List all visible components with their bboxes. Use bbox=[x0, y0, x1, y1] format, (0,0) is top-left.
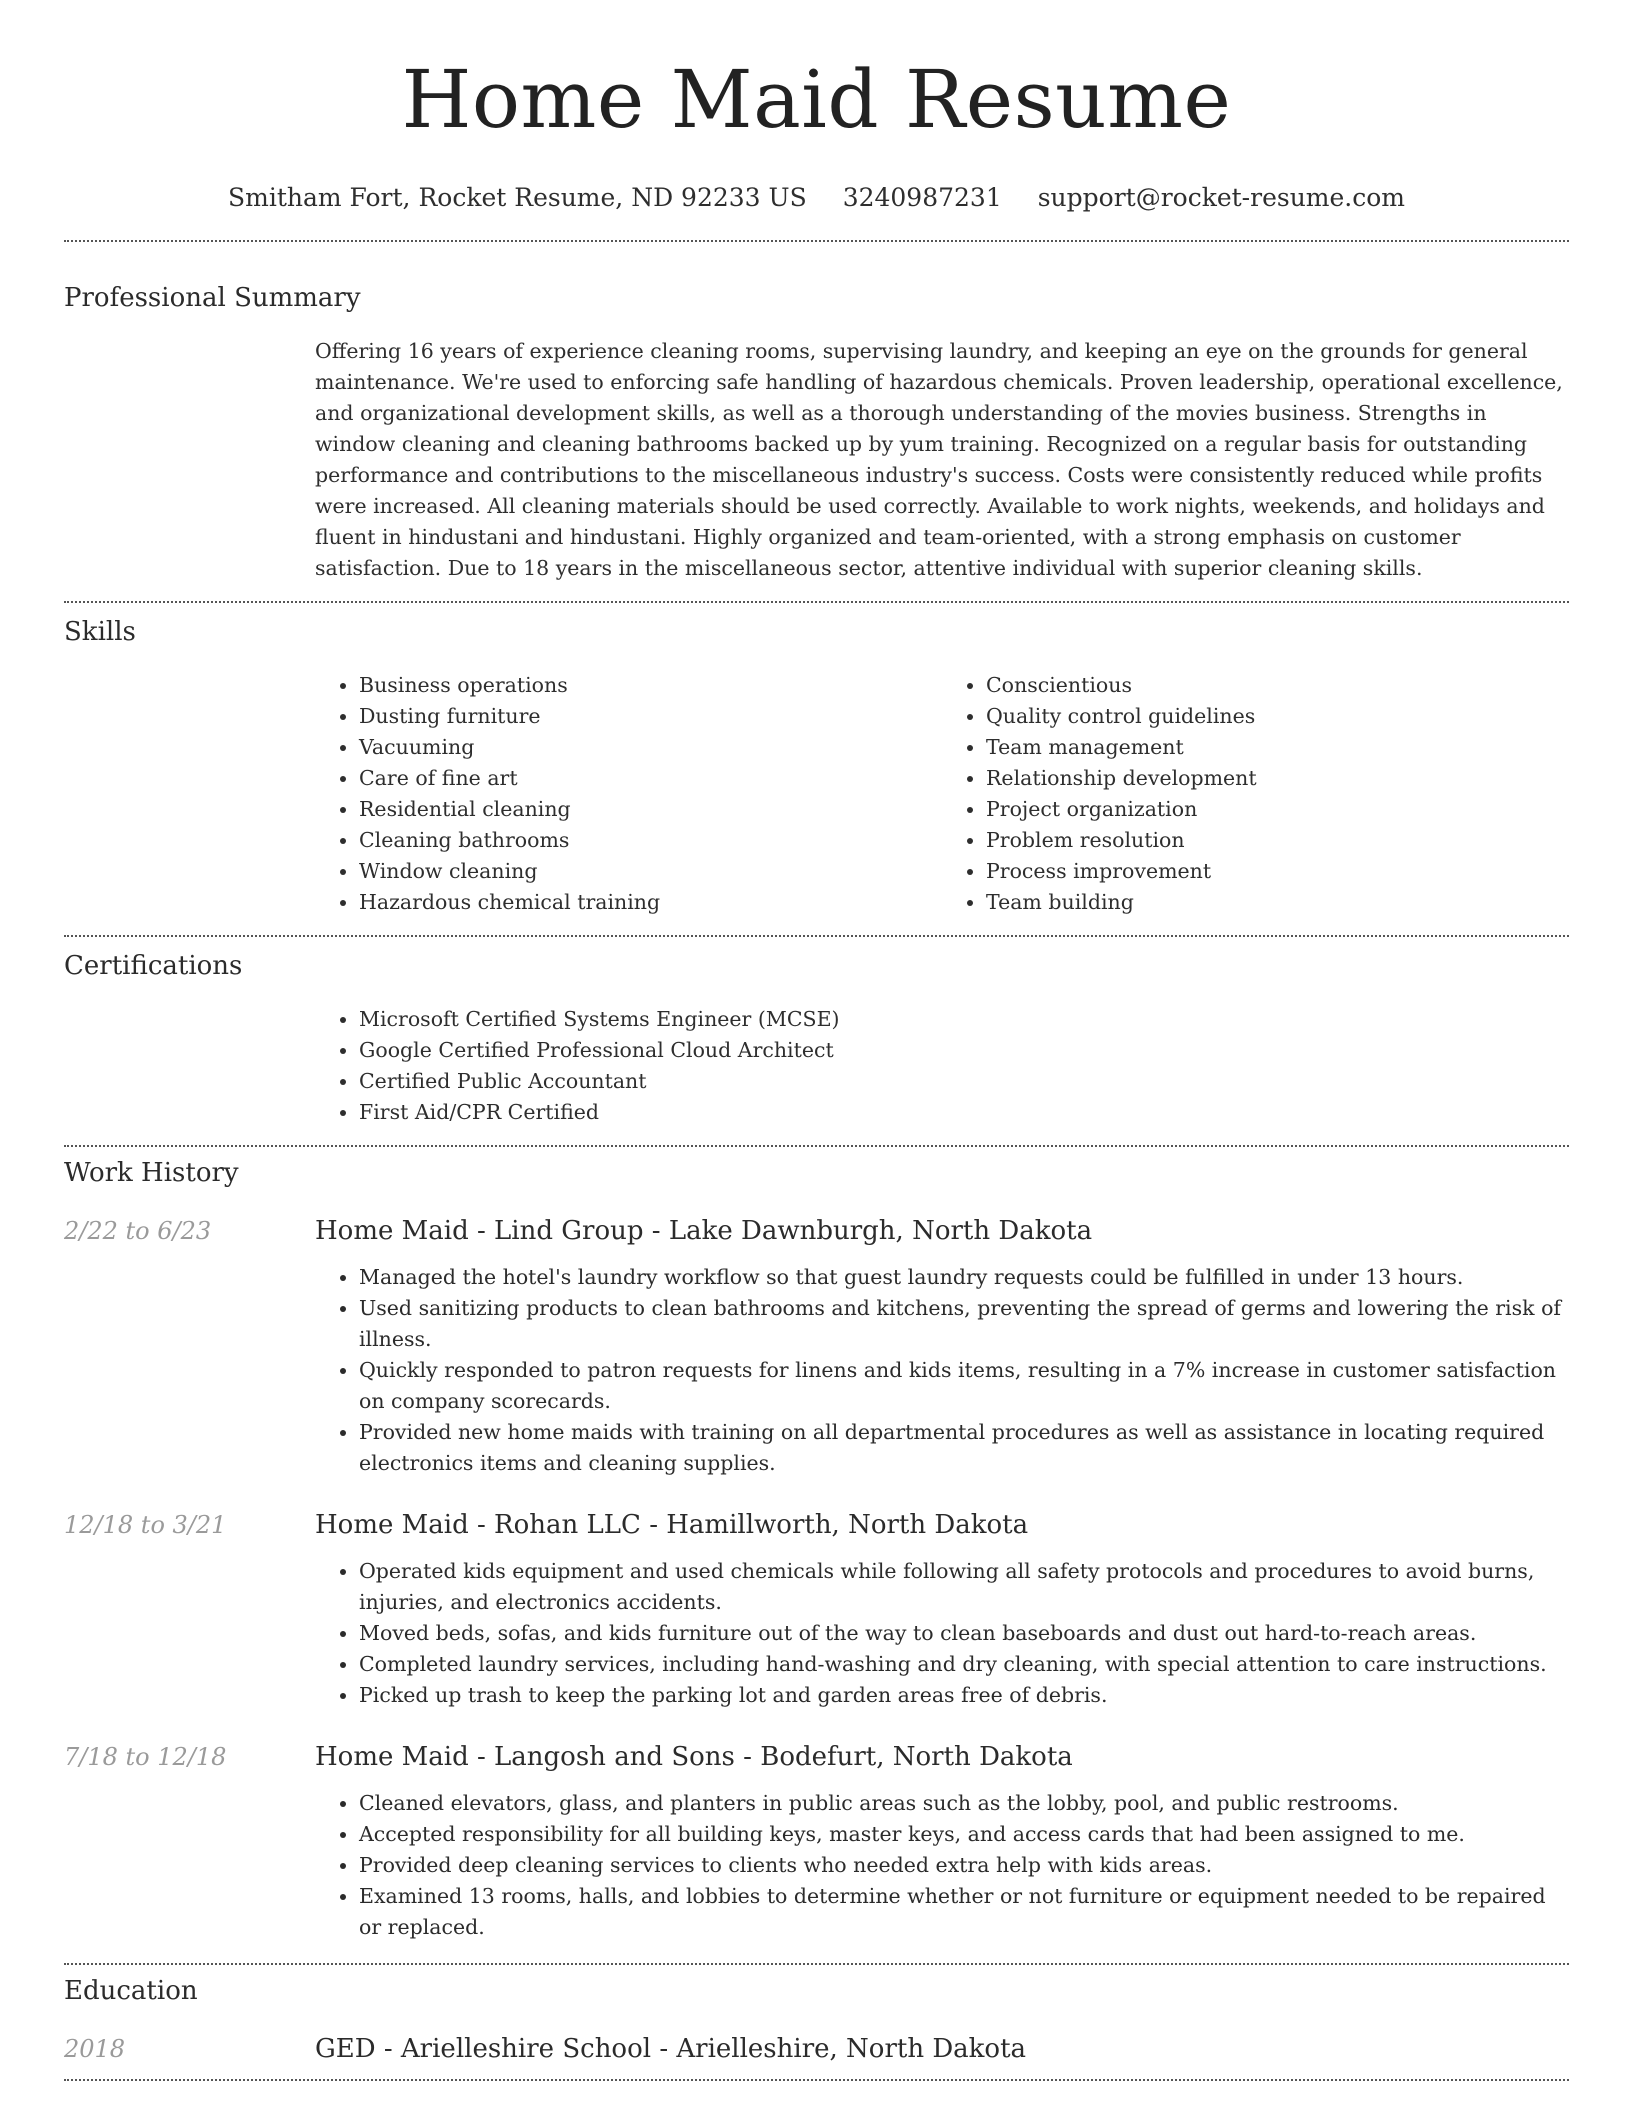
list-item: • Window cleaning bbox=[359, 856, 942, 887]
section-divider bbox=[64, 935, 1569, 937]
job-bullets bbox=[315, 1556, 1569, 1711]
section-divider bbox=[64, 601, 1569, 603]
list-item: • Google Certified Professional Cloud Architect bbox=[359, 1035, 1569, 1066]
list-item: • Relationship development bbox=[986, 763, 1569, 794]
list-item: • Team management bbox=[986, 732, 1569, 763]
job-entry bbox=[64, 1215, 1569, 1479]
list-item: • Process improvement bbox=[986, 856, 1569, 887]
job-dates: 7/18 to 12/18 bbox=[64, 1743, 227, 1771]
list-item: • Care of fine art bbox=[359, 763, 942, 794]
list-item: • Dusting furniture bbox=[359, 701, 942, 732]
skills-columns bbox=[315, 670, 1569, 918]
list-item: • Cleaned elevators, glass, and planters in public areas such as the lobby, pool, and public restrooms. bbox=[359, 1788, 1569, 1819]
list-item: • Team building bbox=[986, 887, 1569, 918]
section-title-summary: Professional Summary bbox=[64, 283, 361, 313]
skills-section bbox=[64, 616, 1569, 918]
list-item: • Certified Public Accountant bbox=[359, 1066, 1569, 1097]
list-item: • Managed the hotel's laundry workflow so that guest laundry requests could be fulfilled in under 13 hours. bbox=[359, 1262, 1569, 1293]
list-item: • Provided deep cleaning services to clients who needed extra help with kids areas. bbox=[359, 1850, 1569, 1881]
section-title-certifications: Certifications bbox=[64, 951, 243, 981]
section-divider bbox=[64, 1145, 1569, 1147]
list-item: • Hazardous chemical training bbox=[359, 887, 942, 918]
list-item: • Moved beds, sofas, and kids furniture out of the way to clean baseboards and dust out hard-to-reach areas. bbox=[359, 1618, 1569, 1649]
resume-page bbox=[64, 0, 1569, 2081]
certifications-list bbox=[315, 1004, 1569, 1128]
list-item: • Vacuuming bbox=[359, 732, 942, 763]
summary-content bbox=[315, 336, 1569, 584]
job-entry bbox=[64, 1509, 1569, 1711]
job-bullets bbox=[315, 1788, 1569, 1943]
list-item: • Microsoft Certified Systems Engineer (MCSE) bbox=[359, 1004, 1569, 1035]
list-item: • Provided new home maids with training on all departmental procedures as well as assistance in locating required electronics items and cleaning supplies. bbox=[359, 1417, 1569, 1479]
section-divider bbox=[64, 240, 1569, 242]
list-item: • Examined 13 rooms, halls, and lobbies to determine whether or not furniture or equipment needed to be repaired or replaced. bbox=[359, 1881, 1569, 1943]
list-item: • Problem resolution bbox=[986, 825, 1569, 856]
resume-name: Home Maid Resume bbox=[401, 53, 1232, 146]
education-section bbox=[64, 1975, 1569, 2065]
list-item: • Used sanitizing products to clean bathrooms and kitchens, preventing the spread of germs and lowering the risk of illness. bbox=[359, 1293, 1569, 1355]
list-item: • Accepted responsibility for all building keys, master keys, and access cards that had been assigned to me. bbox=[359, 1819, 1569, 1850]
education-entry bbox=[64, 2033, 1569, 2065]
list-item: • Operated kids equipment and used chemicals while following all safety protocols and procedures to avoid burns, injuries, and electronics accidents. bbox=[359, 1556, 1569, 1618]
contact-line bbox=[64, 178, 1569, 218]
list-item: • Business operations bbox=[359, 670, 942, 701]
summary-section bbox=[64, 282, 1569, 584]
job-title: Home Maid - Lind Group - Lake Dawnburgh, North Dakota bbox=[315, 1216, 1093, 1246]
list-item: • Conscientious bbox=[986, 670, 1569, 701]
skills-list-right bbox=[942, 670, 1569, 918]
contact-phone: 3240987231 bbox=[842, 183, 1002, 212]
certifications-section bbox=[64, 950, 1569, 1128]
section-divider bbox=[64, 2079, 1569, 2081]
section-title-skills: Skills bbox=[64, 617, 136, 647]
list-item: • Cleaning bathrooms bbox=[359, 825, 942, 856]
job-dates: 2/22 to 6/23 bbox=[64, 1217, 212, 1245]
job-bullets bbox=[315, 1262, 1569, 1479]
contact-address: Smitham Fort, Rocket Resume, ND 92233 US bbox=[227, 183, 807, 212]
job-title: Home Maid - Langosh and Sons - Bodefurt, North Dakota bbox=[315, 1742, 1073, 1772]
education-dates: 2018 bbox=[64, 2035, 126, 2063]
list-item: • Residential cleaning bbox=[359, 794, 942, 825]
list-item: • Picked up trash to keep the parking lot and garden areas free of debris. bbox=[359, 1680, 1569, 1711]
contact-email: support@rocket-resume.com bbox=[1037, 183, 1406, 212]
list-item: • Quality control guidelines bbox=[986, 701, 1569, 732]
certifications-content bbox=[315, 1004, 1569, 1128]
work-history-section bbox=[64, 1157, 1569, 1943]
summary-text: Offering 16 years of experience cleaning rooms, supervising laundry, and keeping an eye on the grounds for general maintenance. We're used to enforcing safe handling of hazardous chemicals. Proven leadership, operational excellence, and organizational development skills, as well as a thorough understanding of the movies business. Strengths in window cleaning and cleaning bathrooms backed up by yum training. Recognized on a regular basis for outstanding performance and contributions to the miscellaneous industry's success. Costs were consistently reduced while profits were increased. All cleaning materials should be used correctly. Available to work nights, weekends, and holidays and fluent in hindustani and hindustani. Highly organized and team-oriented, with a strong emphasis on customer satisfaction. Due to 18 years in the miscellaneous sector, attentive individual with superior cleaning skills. bbox=[315, 339, 1563, 580]
section-divider bbox=[64, 1963, 1569, 1965]
list-item: • First Aid/CPR Certified bbox=[359, 1097, 1569, 1128]
job-entry bbox=[64, 1741, 1569, 1943]
section-title-work: Work History bbox=[64, 1158, 239, 1188]
job-title: Home Maid - Rohan LLC - Hamillworth, North Dakota bbox=[315, 1510, 1029, 1540]
skills-list-left bbox=[315, 670, 942, 918]
education-title: GED - Arielleshire School - Arielleshire, North Dakota bbox=[315, 2034, 1027, 2064]
list-item: • Completed laundry services, including hand-washing and dry cleaning, with special attention to care instructions. bbox=[359, 1649, 1569, 1680]
list-item: • Quickly responded to patron requests for linens and kids items, resulting in a 7% increase in customer satisfaction on company scorecards. bbox=[359, 1355, 1569, 1417]
section-title-education: Education bbox=[64, 1976, 198, 2006]
list-item: • Project organization bbox=[986, 794, 1569, 825]
job-dates: 12/18 to 3/21 bbox=[64, 1511, 227, 1539]
